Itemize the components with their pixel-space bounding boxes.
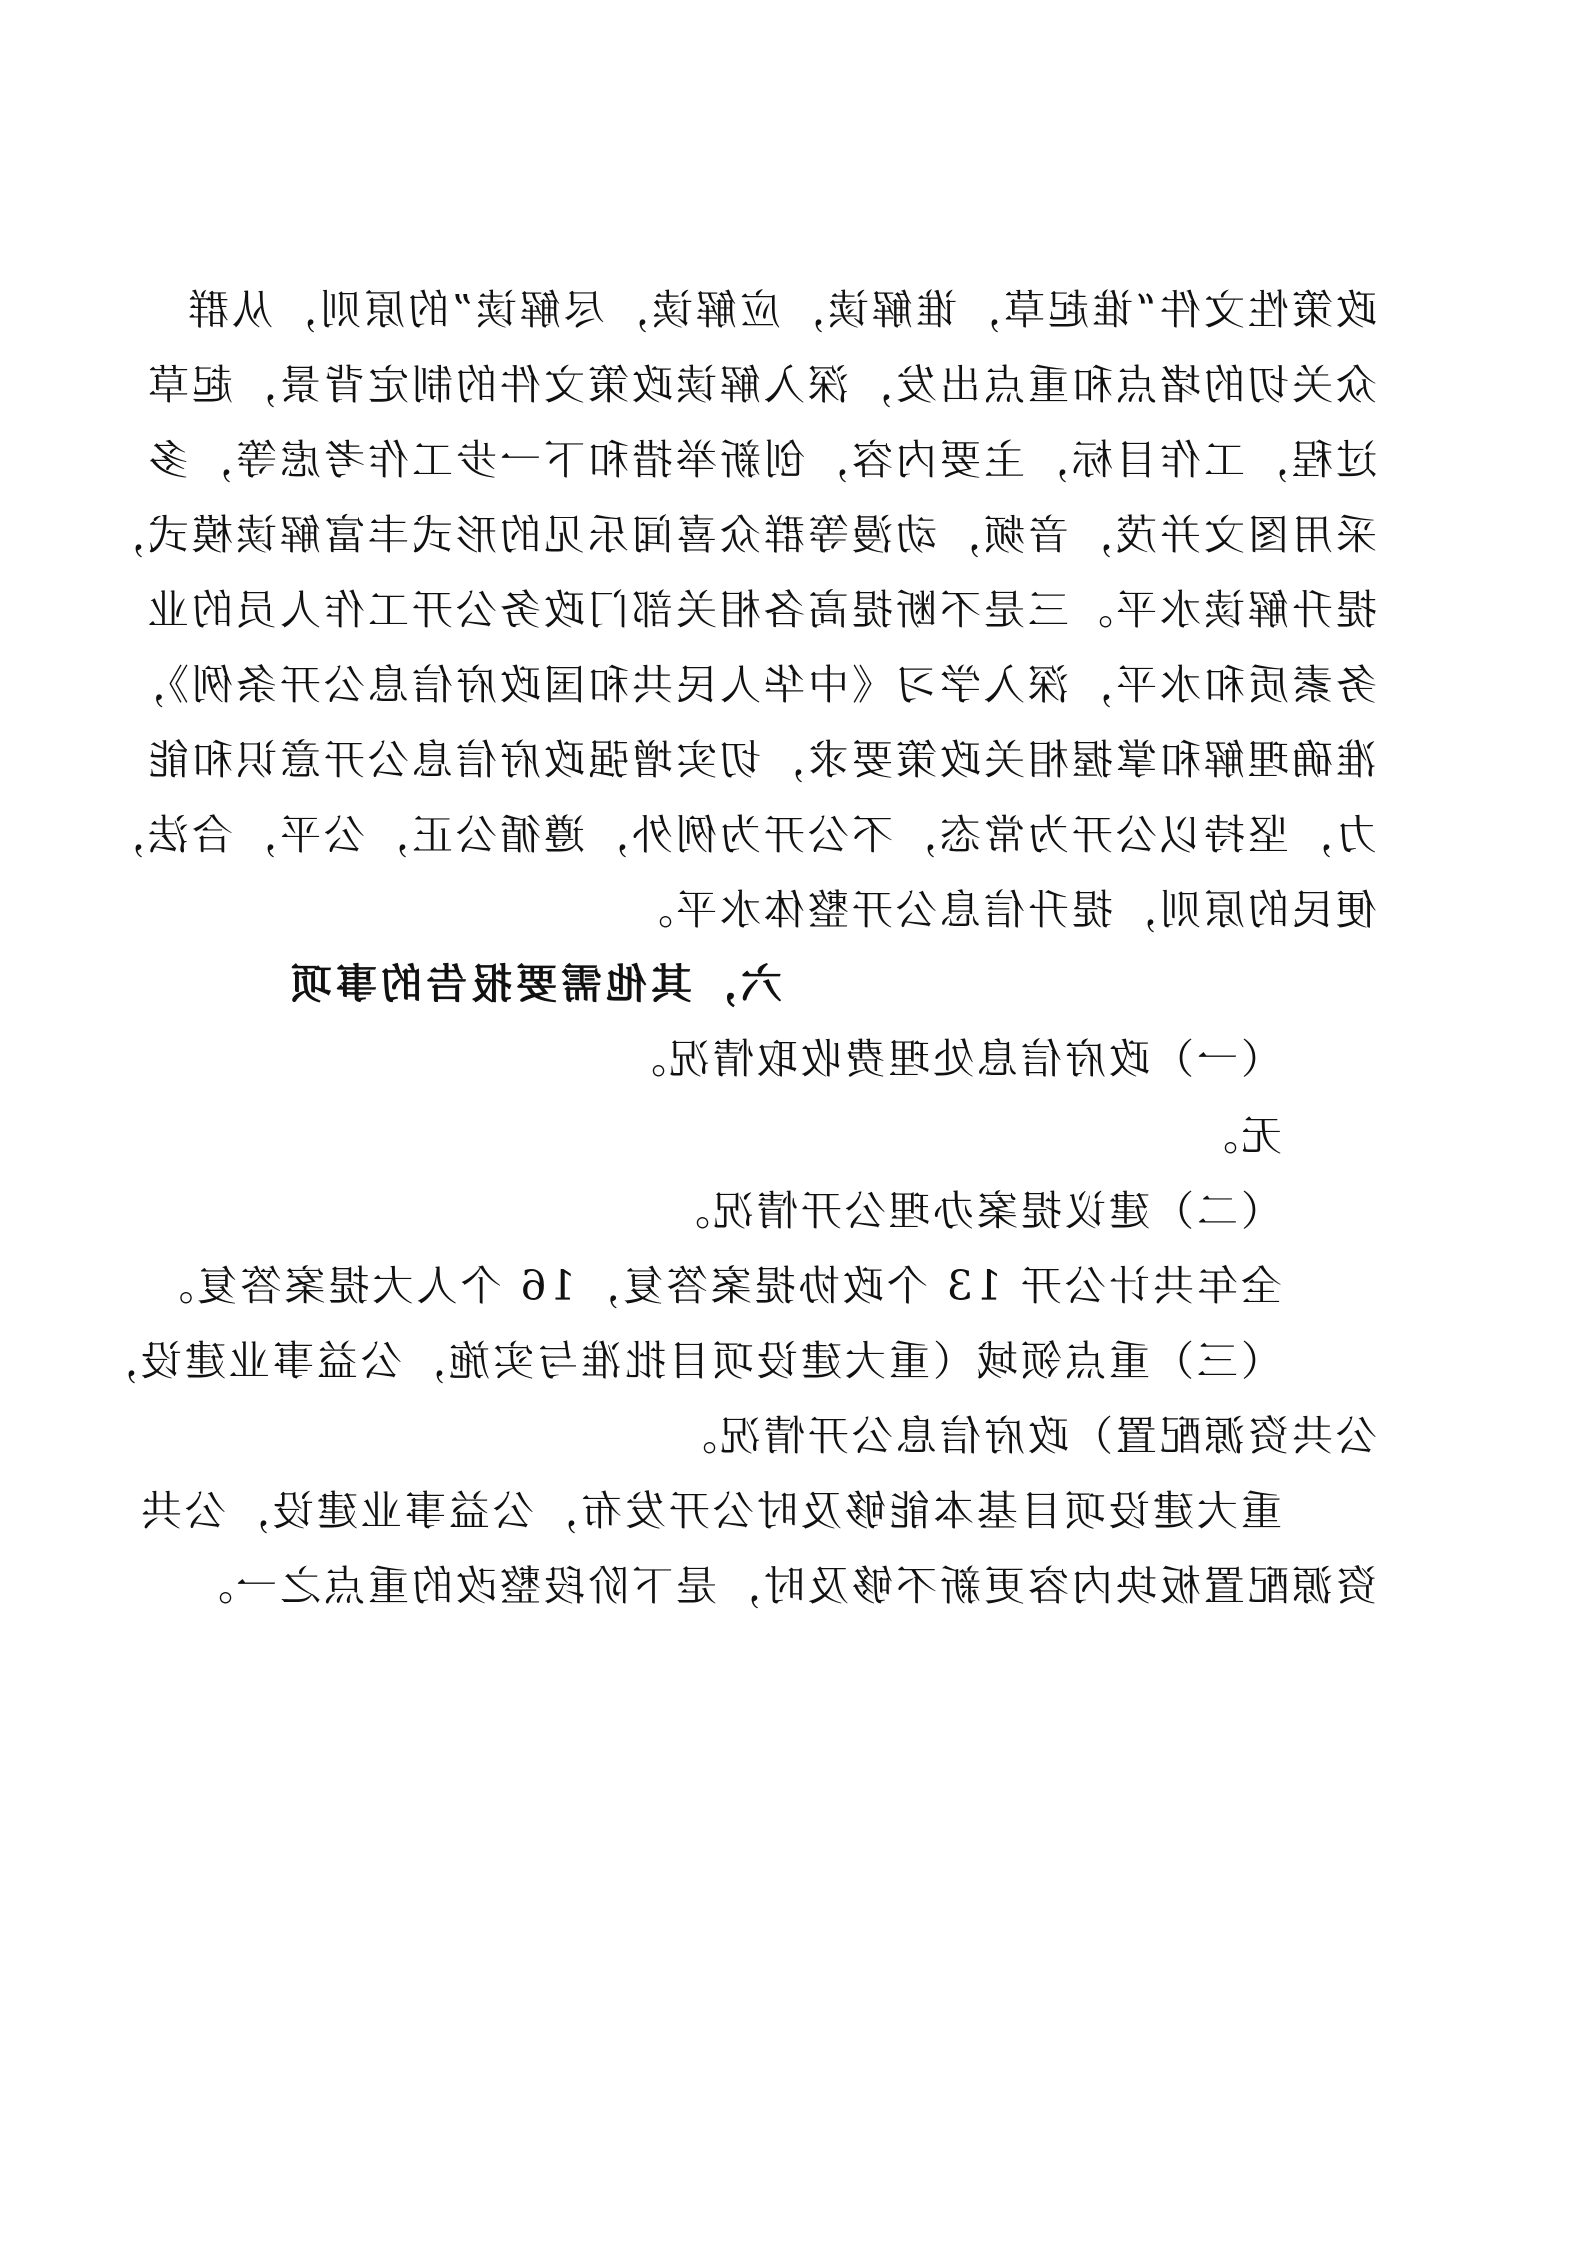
paragraph-line: 准确理解和掌握相关政策要求，切实增强政府信息公开意识和能 bbox=[145, 736, 1377, 784]
paragraph-line: 采用图文并茂，音频，动漫等群众喜闻乐见的形式丰富解读模式， bbox=[101, 511, 1377, 559]
paragraph-line: 众关切的堵点和重点出发，深入解读政策文件的制定背景，起草 bbox=[145, 361, 1377, 409]
item-text: 无。 bbox=[1194, 1112, 1282, 1160]
paragraph-line: 务素质和水平，深入学习《中华人民共和国政府信息公开条例》， bbox=[121, 661, 1377, 709]
item-text: 重大建设项目基本能够及时公开发布，公益事业建设，公共 bbox=[138, 1487, 1282, 1535]
item-text: 全年共计公开 13 个政协提案答复，16 个人大提案答复。 bbox=[149, 1262, 1282, 1310]
item-heading: （三）重点领域（重大建设项目批准与实施，公益事业建设， bbox=[94, 1337, 1282, 1385]
item-heading: （二）建议提案办理公开情况。 bbox=[666, 1187, 1282, 1235]
paragraph-line: 力，坚持以公开为常态，不公开为例外，遵循公正，公平，合法， bbox=[101, 811, 1377, 859]
paragraph-line: 便民的原则，提升信息公开整体水平。 bbox=[629, 886, 1377, 934]
section-heading: 六，其他需要报告的事项 bbox=[287, 960, 782, 1008]
paragraph-line: 政策性文件“谁起草，谁解读，应解读，尽解读”的原则，从群 bbox=[185, 286, 1377, 334]
item-heading: （一）政府信息处理费收取情况。 bbox=[622, 1035, 1282, 1083]
paragraph-line: 过程，工作目标，主要内容，创新举措和下一步工作考虑等，多 bbox=[145, 436, 1377, 484]
item-heading: 公共资源配置）政府信息公开情况。 bbox=[673, 1412, 1377, 1460]
item-text: 资源配置板块内容更新不够及时，是下阶段整改的重点之一。 bbox=[189, 1562, 1377, 1610]
paragraph-line: 提升解读水平。三是不断提高各相关部门政务公开工作人员的业 bbox=[145, 586, 1377, 634]
